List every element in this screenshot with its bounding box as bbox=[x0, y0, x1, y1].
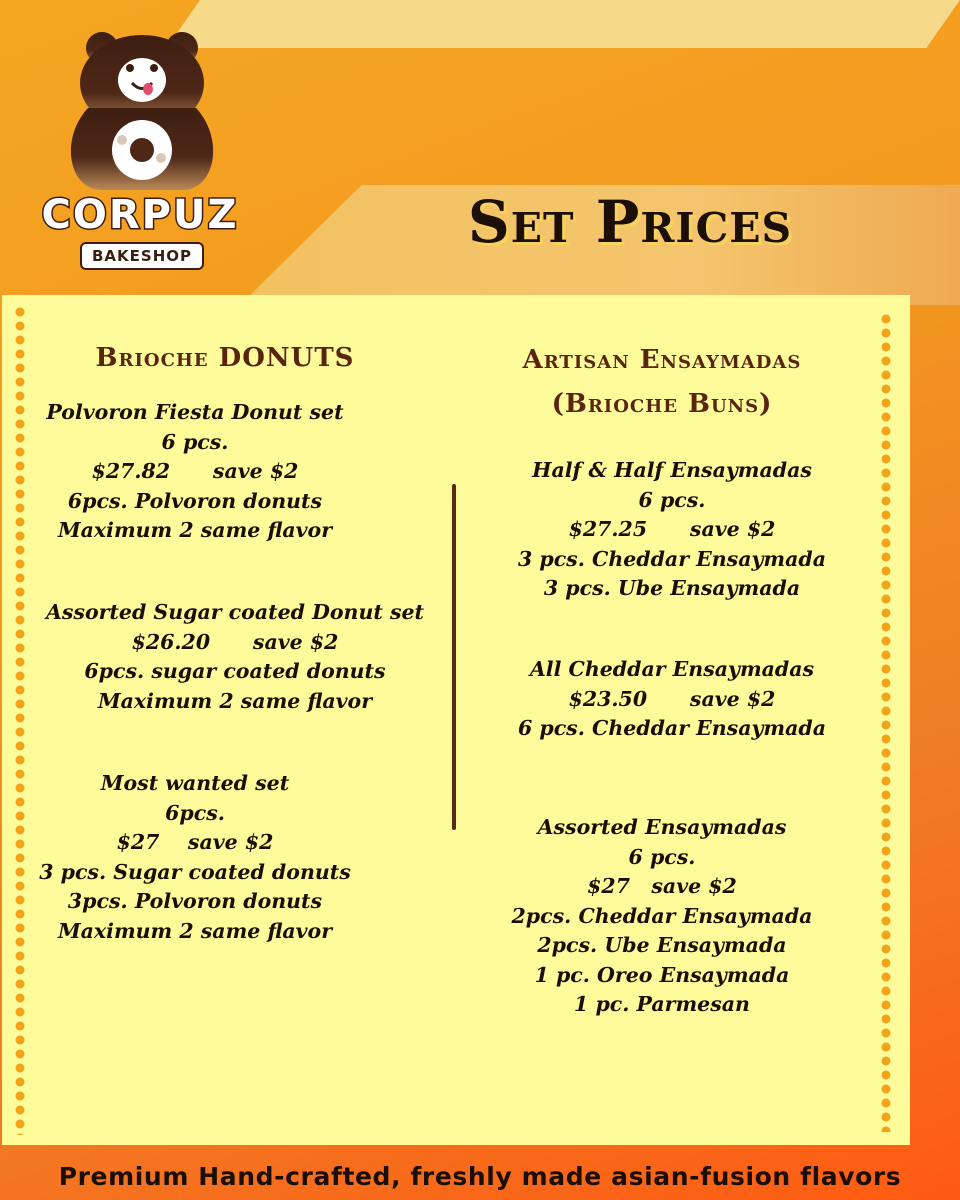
footer-tagline: Premium Hand-crafted, freshly made asian-fusion flavors bbox=[58, 1162, 902, 1191]
donut-set-1 bbox=[20, 398, 370, 546]
ensaymada-set-1 bbox=[482, 456, 862, 604]
set-line: 3pcs. Polvoron donuts bbox=[67, 889, 323, 913]
set-line: Maximum 2 same flavor bbox=[57, 918, 333, 943]
ensaymada-set-2 bbox=[482, 655, 862, 744]
set-line: 6pcs. Polvoron donuts bbox=[67, 488, 323, 513]
set-line: 6 pcs. bbox=[161, 429, 229, 454]
brand-tagline: BAKESHOP bbox=[80, 242, 204, 270]
brand-name: CORPUZ bbox=[41, 192, 239, 238]
donuts-heading: Brioche DONUTS bbox=[95, 343, 355, 373]
set-line: 6pcs. bbox=[165, 800, 225, 825]
set-line: 1 pc. Parmesan bbox=[574, 992, 750, 1016]
column-divider bbox=[452, 484, 456, 830]
set-line: $26.20 save $2 bbox=[131, 629, 339, 654]
set-line: All Cheddar Ensaymadas bbox=[529, 657, 815, 681]
dotted-border-right bbox=[880, 312, 892, 1132]
set-line: Maximum 2 same flavor bbox=[57, 518, 333, 542]
set-line: 3 pcs. Cheddar Ensaymada bbox=[517, 546, 827, 571]
set-line: 2pcs. Cheddar Ensaymada bbox=[511, 903, 813, 928]
set-line: 1 pc. Oreo Ensaymada bbox=[534, 962, 790, 987]
set-line: Assorted Ensaymadas bbox=[537, 815, 787, 839]
set-line: Half & Half Ensaymadas bbox=[532, 458, 812, 482]
ensaymadas-heading-line1: Artisan Ensaymadas bbox=[522, 345, 802, 375]
set-line: 2pcs. Ube Ensaymada bbox=[537, 933, 787, 957]
set-line: 6 pcs. bbox=[628, 844, 696, 869]
set-line: $27 save $2 bbox=[587, 874, 737, 898]
ensaymadas-heading-line2: (Brioche Buns) bbox=[551, 389, 773, 419]
donut-set-2 bbox=[20, 598, 450, 716]
page-title: Set Prices bbox=[467, 188, 793, 256]
set-line: Polvoron Fiesta Donut set bbox=[46, 400, 344, 424]
set-line: $23.50 save $2 bbox=[568, 686, 776, 711]
decorative-band-top bbox=[166, 0, 960, 48]
ensaymada-set-3 bbox=[482, 813, 842, 1020]
set-line: 3 pcs. Sugar coated donuts bbox=[39, 859, 351, 884]
set-line: 6 pcs. Cheddar Ensaymada bbox=[517, 716, 827, 740]
donut-set-3 bbox=[20, 769, 370, 946]
set-line: Most wanted set bbox=[100, 771, 290, 795]
set-line: 6pcs. sugar coated donuts bbox=[84, 659, 386, 683]
set-line: Assorted Sugar coated Donut set bbox=[45, 600, 425, 624]
ensaymadas-heading bbox=[462, 338, 862, 426]
set-line: Maximum 2 same flavor bbox=[97, 688, 373, 713]
set-line: 3 pcs. Ube Ensaymada bbox=[543, 576, 801, 600]
set-line: 6 pcs. bbox=[638, 487, 706, 512]
set-line: $27 save $2 bbox=[116, 830, 274, 854]
set-line: $27.25 save $2 bbox=[568, 517, 776, 541]
set-line: $27.82 save $2 bbox=[91, 459, 299, 483]
